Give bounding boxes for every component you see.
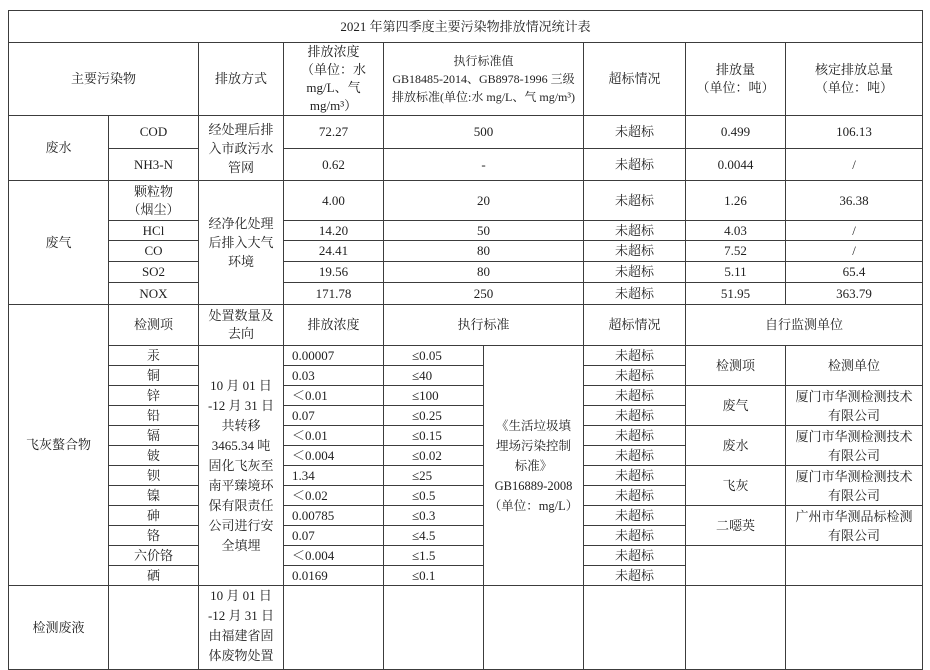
emission-amount: 7.52 (686, 241, 786, 262)
table-row (9, 586, 923, 670)
standard-limit: ≤4.5 (384, 526, 484, 546)
discharge-method: 经净化处理 后排入大气 环境 (199, 181, 284, 305)
table-row (9, 506, 923, 526)
header-standard: 执行标准 (384, 305, 584, 346)
test-item: 镉 (109, 426, 199, 446)
exceed-status: 未超标 (584, 506, 686, 526)
monitoring-item: 废水 (686, 426, 786, 466)
emission-amount: 51.95 (686, 283, 786, 305)
concentration-value: ＜0.004 (284, 546, 384, 566)
exceed-status: 未超标 (584, 116, 686, 149)
pollutant-name: NH3-N (109, 149, 199, 181)
monitoring-header-unit: 检测单位 (786, 346, 923, 386)
concentration-value: ＜0.004 (284, 446, 384, 466)
pollutant-name: NOX (109, 283, 199, 305)
test-item: 砷 (109, 506, 199, 526)
table-row (9, 283, 923, 305)
exceed-status: 未超标 (584, 566, 686, 586)
concentration-value: ＜0.01 (284, 386, 384, 406)
monitoring-unit: 厦门市华测检测技术 有限公司 (786, 426, 923, 466)
exceed-status: 未超标 (584, 283, 686, 305)
test-item: 锌 (109, 386, 199, 406)
empty-cell (786, 586, 923, 670)
table-row (9, 116, 923, 149)
empty-cell (109, 586, 199, 670)
monitoring-unit: 厦门市华测检测技术 有限公司 (786, 386, 923, 426)
standard-limit: ≤0.05 (384, 346, 484, 366)
standard-limit: ≤0.3 (384, 506, 484, 526)
exceed-status: 未超标 (584, 526, 686, 546)
approved-total: 363.79 (786, 283, 923, 305)
concentration-value: ＜0.01 (284, 426, 384, 446)
concentration-value: 0.0169 (284, 566, 384, 586)
discharge-method: 经处理后排 入市政污水 管网 (199, 116, 284, 181)
disposal-description: 10 月 01 日 -12 月 31 日 共转移 3465.34 吨 固化飞灰至 南平臻境环 保有限责任 公司进行安 全填埋 (199, 346, 284, 586)
standard-limit: 80 (384, 262, 584, 283)
standard-limit: 250 (384, 283, 584, 305)
header-monitoring-unit: 自行监测单位 (686, 305, 923, 346)
empty-cell (686, 546, 786, 586)
pollutant-name: HCl (109, 221, 199, 241)
table-row (9, 426, 923, 446)
test-item: 镍 (109, 486, 199, 506)
concentration-value: 0.07 (284, 526, 384, 546)
exceed-status: 未超标 (584, 466, 686, 486)
header-row (9, 43, 923, 116)
exceed-status: 未超标 (584, 426, 686, 446)
empty-cell (786, 546, 923, 586)
concentration-value: 171.78 (284, 283, 384, 305)
standard-limit: 50 (384, 221, 584, 241)
test-item: 铅 (109, 406, 199, 426)
category-wastewater: 废水 (9, 116, 109, 181)
exceed-status: 未超标 (584, 366, 686, 386)
standard-limit: ≤0.02 (384, 446, 484, 466)
exceed-status: 未超标 (584, 346, 686, 366)
disposal-description: 10 月 01 日 -12 月 31 日 由福建省固 体废物处置 (199, 586, 284, 670)
header-emission: 排放量 （单位：吨） (686, 43, 786, 116)
approved-total: 36.38 (786, 181, 923, 221)
exceed-status: 未超标 (584, 386, 686, 406)
concentration-value: 72.27 (284, 116, 384, 149)
approved-total: / (786, 221, 923, 241)
standard-limit: ≤0.15 (384, 426, 484, 446)
empty-cell (284, 586, 384, 670)
standard-limit: 500 (384, 116, 584, 149)
empty-cell (584, 586, 686, 670)
standard-limit: 80 (384, 241, 584, 262)
category-fly-ash: 飞灰螯合物 (9, 305, 109, 586)
test-item: 铜 (109, 366, 199, 386)
concentration-value: 24.41 (284, 241, 384, 262)
concentration-value: 1.34 (284, 466, 384, 486)
exceed-status: 未超标 (584, 446, 686, 466)
standard-limit: ≤0.1 (384, 566, 484, 586)
approved-total: / (786, 241, 923, 262)
table-row (9, 221, 923, 241)
emission-amount: 1.26 (686, 181, 786, 221)
header-standard: 执行标准值 GB18485-2014、GB8978-1996 三级 排放标准(单位:水 mg/L、气 mg/m³) (384, 43, 584, 116)
standard-limit: ≤25 (384, 466, 484, 486)
header-disposal: 处置数量及 去向 (199, 305, 284, 346)
concentration-value: 0.00785 (284, 506, 384, 526)
exceed-status: 未超标 (584, 149, 686, 181)
monitoring-unit: 厦门市华测检测技术 有限公司 (786, 466, 923, 506)
emission-amount: 0.0044 (686, 149, 786, 181)
table-row (9, 149, 923, 181)
concentration-value: 0.62 (284, 149, 384, 181)
test-item: 汞 (109, 346, 199, 366)
approved-total: 106.13 (786, 116, 923, 149)
emission-amount: 0.499 (686, 116, 786, 149)
concentration-value: 19.56 (284, 262, 384, 283)
standard-limit: ≤0.5 (384, 486, 484, 506)
empty-cell (384, 586, 484, 670)
table-row (9, 346, 923, 366)
approved-total: 65.4 (786, 262, 923, 283)
monitoring-item: 飞灰 (686, 466, 786, 506)
table-row (9, 466, 923, 486)
standard-limit: - (384, 149, 584, 181)
concentration-value: 0.00007 (284, 346, 384, 366)
emission-amount: 5.11 (686, 262, 786, 283)
header-approved-total: 核定排放总量 （单位：吨） (786, 43, 923, 116)
header-pollutant: 主要污染物 (9, 43, 199, 116)
concentration-value: ＜0.02 (284, 486, 384, 506)
test-item: 铬 (109, 526, 199, 546)
exceed-status: 未超标 (584, 241, 686, 262)
monitoring-header-item: 检测项 (686, 346, 786, 386)
standard-limit: ≤100 (384, 386, 484, 406)
table-row (9, 386, 923, 406)
test-item: 钡 (109, 466, 199, 486)
empty-cell (484, 586, 584, 670)
standard-limit: ≤0.25 (384, 406, 484, 426)
header-test-item: 检测项 (109, 305, 199, 346)
header-concentration: 排放浓度 (284, 305, 384, 346)
header-exceed: 超标情况 (584, 43, 686, 116)
approved-total: / (786, 149, 923, 181)
exceed-status: 未超标 (584, 262, 686, 283)
pollutant-name: CO (109, 241, 199, 262)
standard-limit: ≤1.5 (384, 546, 484, 566)
table-row (9, 546, 923, 566)
table-title: 2021 年第四季度主要污染物排放情况统计表 (9, 11, 923, 43)
header-discharge-method: 排放方式 (199, 43, 284, 116)
test-item: 六价铬 (109, 546, 199, 566)
exceed-status: 未超标 (584, 486, 686, 506)
emission-amount: 4.03 (686, 221, 786, 241)
monitoring-unit: 广州市华测品标检测 有限公司 (786, 506, 923, 546)
header-exceed: 超标情况 (584, 305, 686, 346)
test-item: 铍 (109, 446, 199, 466)
pollutant-name: COD (109, 116, 199, 149)
title-row (9, 11, 923, 43)
exceed-status: 未超标 (584, 221, 686, 241)
exceed-status: 未超标 (584, 181, 686, 221)
table-row (9, 262, 923, 283)
empty-cell (686, 586, 786, 670)
concentration-value: 4.00 (284, 181, 384, 221)
monitoring-item: 废气 (686, 386, 786, 426)
standard-document: 《生活垃圾填 埋场污染控制 标准》 GB16889-2008 （单位：mg/L） (484, 346, 584, 586)
exceed-status: 未超标 (584, 546, 686, 566)
standard-limit: 20 (384, 181, 584, 221)
concentration-value: 0.07 (284, 406, 384, 426)
concentration-value: 14.20 (284, 221, 384, 241)
header-concentration: 排放浓度 （单位：水 mg/L、气 mg/m³） (284, 43, 384, 116)
concentration-value: 0.03 (284, 366, 384, 386)
exceed-status: 未超标 (584, 406, 686, 426)
category-waste-liquid: 检测废液 (9, 586, 109, 670)
test-item: 硒 (109, 566, 199, 586)
monitoring-item: 二噁英 (686, 506, 786, 546)
standard-limit: ≤40 (384, 366, 484, 386)
pollutant-emission-table (8, 10, 923, 670)
pollutant-name: SO2 (109, 262, 199, 283)
pollutant-name: 颗粒物 （烟尘） (109, 181, 199, 221)
fly-ash-header-row (9, 305, 923, 346)
category-exhaust: 废气 (9, 181, 109, 305)
table-row (9, 181, 923, 221)
table-row (9, 241, 923, 262)
